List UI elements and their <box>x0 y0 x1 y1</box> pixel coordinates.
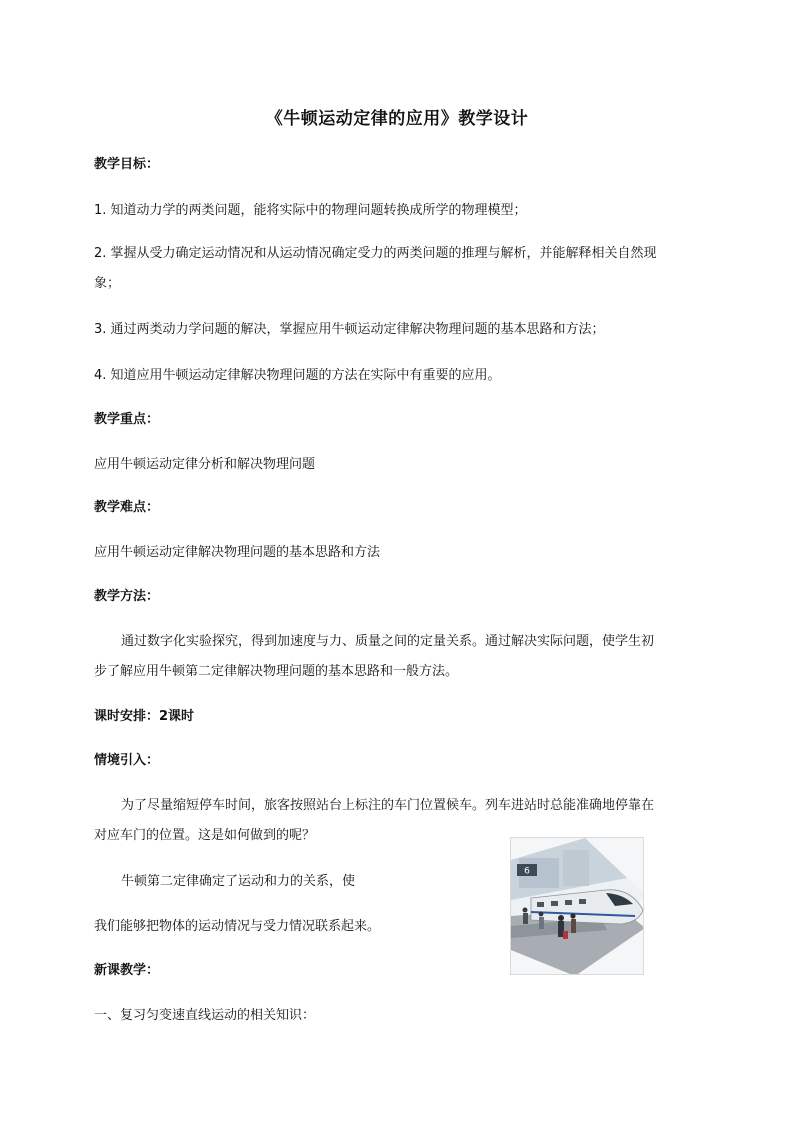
intro-paragraph-line-3: 牛顿第二定律确定了运动和力的关系，使 <box>121 874 356 889</box>
objective-4: 4. 知道应用牛顿运动定律解决物理问题的方法在实际中有重要的应用。 <box>94 368 501 383</box>
train-station-photo <box>510 837 644 975</box>
platform-sign-number: 6 <box>524 866 530 877</box>
intro-paragraph-line-4: 我们能够把物体的运动情况与受力情况联系起来。 <box>94 919 381 934</box>
methods-heading: 教学方法： <box>94 589 160 604</box>
objective-2: 2. 掌握从受力确定运动情况和从运动情况确定受力的两类问题的推理与解析，并能解释相关自然现 <box>94 246 657 261</box>
methods-paragraph-line-1: 通过数字化实验探究，得到加速度与力、质量之间的定量关系。通过解决实际问题，使学生初 <box>121 634 655 649</box>
schedule-line: 课时安排：2课时 <box>94 709 195 724</box>
key-points-heading: 教学重点： <box>94 412 160 427</box>
intro-paragraph-line-1: 为了尽量缩短停车时间，旅客按照站台上标注的车门位置候车。列车进站时总能准确地停靠在 <box>121 798 655 813</box>
review-item: 一、复习匀变速直线运动的相关知识： <box>94 1008 316 1023</box>
intro-paragraph-line-2: 对应车门的位置。这是如何做到的呢？ <box>94 828 316 843</box>
objective-3: 3. 通过两类动力学问题的解决，掌握应用牛顿运动定律解决物理问题的基本思路和方法； <box>94 322 605 337</box>
objectives-heading: 教学目标： <box>94 157 160 172</box>
train-illustration <box>511 838 644 975</box>
methods-paragraph-line-2: 步了解应用牛顿第二定律解决物理问题的基本思路和一般方法。 <box>94 664 459 679</box>
key-points-text: 应用牛顿运动定律分析和解决物理问题 <box>94 457 316 472</box>
document-title: 《牛顿运动定律的应用》教学设计 <box>265 109 529 129</box>
difficulties-heading: 教学难点： <box>94 500 160 515</box>
objective-2-continued: 象； <box>94 276 121 291</box>
difficulties-text: 应用牛顿运动定律解决物理问题的基本思路和方法 <box>94 545 381 560</box>
intro-heading: 情境引入： <box>94 753 160 768</box>
objective-1: 1. 知道动力学的两类问题，能将实际中的物理问题转换成所学的物理模型； <box>94 203 527 218</box>
new-lesson-heading: 新课教学： <box>94 963 160 978</box>
